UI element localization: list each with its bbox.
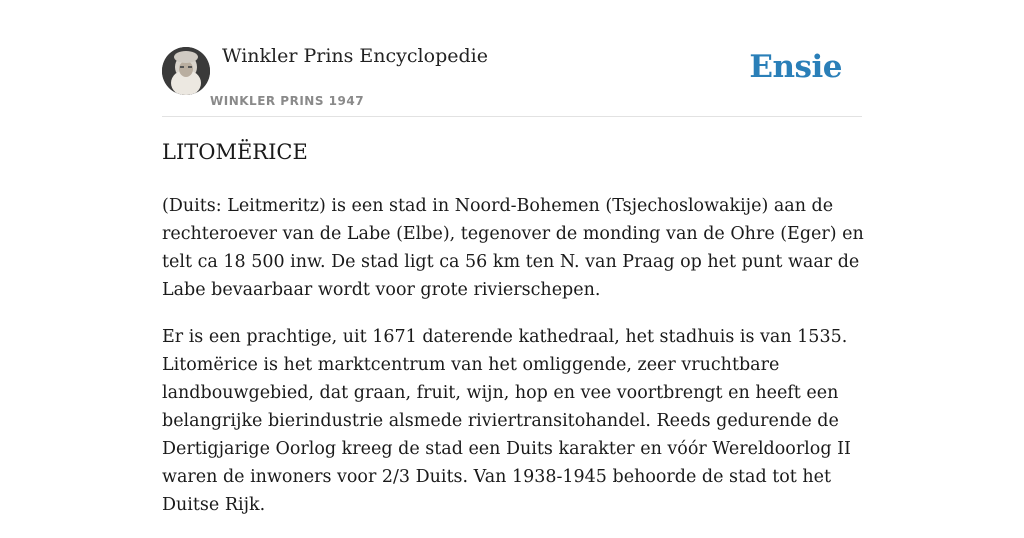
article-paragraph: Er is een prachtige, uit 1671 daterende kathedraal, het stadhuis is van 1535. Litomërice is het marktcentrum van het omliggende, zeer vruchtbare landbouwgebied, dat graan, fruit, wijn, hop en vee voortbrengt en heeft een belangrijke bierindustrie alsmede riviertransitohandel. Reeds gedurende de Dertigjarige Oorlog kreeg de stad een Duits karakter en vóór Wereldoorlog II waren de inwoners voor 2/3 Duits. Van 1938-1945 behoorde de stad tot het Duitse Rijk. xyxy=(162,327,851,515)
source-title[interactable]: Winkler Prins Encyclopedie xyxy=(222,45,488,67)
page xyxy=(162,0,864,515)
brand-logo-link[interactable]: Ensie xyxy=(749,49,842,85)
source-subtitle[interactable]: WINKLER PRINS 1947 xyxy=(210,94,365,108)
header xyxy=(162,0,862,117)
portrait-avatar-icon[interactable] xyxy=(162,47,210,95)
article-paragraph: (Duits: Leitmeritz) is een stad in Noord-Bohemen (Tsjechoslowakije) aan de rechteroever van de Labe (Elbe), tegenover de monding van de Ohre (Eger) en telt ca 18 500 inw. De stad ligt ca 56 km ten N. van Praag op het punt waar de Labe bevaarbaar wordt voor grote rivierschepen. xyxy=(162,196,864,300)
article-headword: LITOMËRICE xyxy=(162,140,308,164)
article-body xyxy=(162,192,866,538)
